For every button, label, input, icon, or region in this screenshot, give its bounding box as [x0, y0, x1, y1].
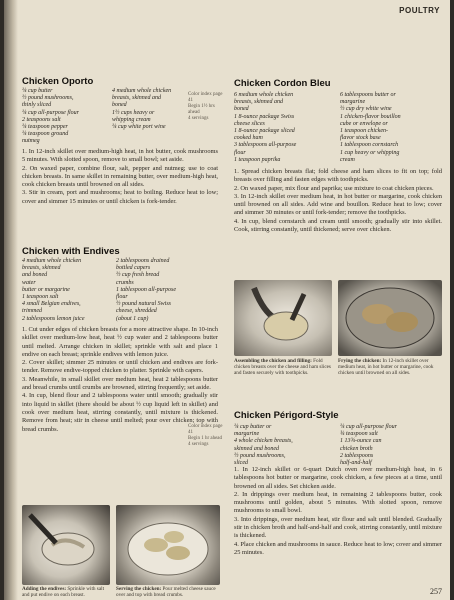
perigord-ingredients-left: [234, 424, 334, 467]
perigord-directions: [234, 466, 442, 557]
caption-title: Frying the chicken:: [338, 358, 382, 364]
caption-text: Sprinkle with salt and put endive on each breast.: [22, 586, 105, 599]
direction-step: 1. Spread chicken breasts flat; fold cheese and ham slices to fit on top; fold breasts over filling and fasten edges with toothpicks.: [234, 168, 442, 184]
cookbook-page: [4, 0, 450, 600]
direction-step: 4. In cup, blend flour and 2 tablespoons water until smooth; gradually stir into liquid in skillet (there should be about ½ cup liquid left in skillet) and cook over medium heat, stirring constantly, until mixture is thickened. Remove from heat; stir in cheese until melted; pour over chicken; top with bread crumbs.: [22, 392, 218, 433]
cordon-bleu-note: Color index page 41 Begin 1½ hrs ahead 4 servings: [188, 92, 223, 121]
direction-step: 2. On waxed paper, combine flour, salt, pepper and nutmeg; use to coat chicken breasts. In same skillet in remaining butter, over medium-high heat, cook chicken breasts until browned on all sides.: [22, 164, 218, 189]
ingredient-list: ¼ cup all-purpose flour ¾ teaspoon salt 1 13¾-ounce can chicken broth 2 tablespoons half-and-half: [340, 424, 397, 467]
photo-adding-endives: [22, 505, 110, 585]
right-column: [188, 0, 446, 600]
page-number: 257: [430, 587, 442, 596]
photo-serving-chicken: [116, 505, 220, 585]
direction-step: 3. Meanwhile, in small skillet over medium heat, heat 2 tablespoons butter and bread crumbs until crumbs are browned, stirring frequently; set aside.: [22, 375, 218, 392]
ingredient-list: ¼ cup butter or margarine 4 whole chicken breasts, skinned and boned ½ pound mushrooms, sliced: [234, 424, 293, 467]
direction-step: 2. In drippings over medium heat, in remaining 2 tablespoons butter, cook mushrooms until golden, about 5 minutes. With slotted spoon, remove mushrooms to small bowl.: [234, 490, 442, 515]
photo-frying-chicken: [338, 280, 442, 356]
direction-step: 1. In 12-inch skillet over medium-high heat, in hot butter, cook mushrooms 5 minutes. With slotted spoon, remove to small bowl; set aside.: [22, 148, 218, 164]
photo-illustration: [116, 505, 220, 585]
direction-step: 3. In 12-inch skillet over medium heat, in hot butter or margarine, cook chicken until browned on all sides. Add wine and bouillon. Reduce heat to low; cover and simmer 30 minutes or until fork-tender; remove the toothpicks.: [234, 192, 442, 217]
caption-assembling-chicken: [234, 358, 332, 377]
caption-serving-chicken: [116, 586, 220, 598]
oporto-directions: [22, 148, 218, 206]
cordon-directions: [234, 168, 442, 234]
perigord-note: Color index page 41 Begin 1 hr ahead 4 servings: [188, 424, 223, 447]
photo-illustration: [234, 280, 332, 356]
ingredient-list: ¼ cup butter ½ pound mushrooms, thinly sliced ¼ cup all-purpose flour 2 teaspoons salt ¼ teaspoon pepper ¼ teaspoon ground nutmeg: [22, 88, 79, 145]
cordon-ingredients-right: [340, 92, 444, 164]
perigord-ingredients-right: [340, 424, 444, 467]
caption-adding-endives: [22, 586, 110, 598]
caption-text: In 12-inch skillet over medium heat, in hot butter or margarine, cook chicken until browned on all sides.: [338, 358, 434, 377]
ingredient-list: 6 medium whole chicken breasts, skinned and boned 1 8-ounce package Swiss cheese slices 1 8-ounce package sliced cooked ham 3 tablespoons all-purpose flour 1 teaspoon paprika: [234, 92, 297, 163]
recipe-title-cordon-bleu: Chicken Cordon Bleu: [234, 78, 331, 89]
caption-title: Adding the endives:: [22, 586, 67, 592]
ingredient-list: 4 medium whole chicken breasts, skinned and boned 1½ cups heavy or whipping cream ¼ cup white port wine: [112, 88, 172, 131]
caption-title: Serving the chicken:: [116, 586, 162, 592]
photo-illustration: [338, 280, 442, 356]
ingredient-list: 4 medium whole chicken breasts, skinned and boned water butter or margarine 1 teaspoon salt 4 small Belgian endives, trimmed 2 tablespoons lemon juice: [22, 258, 85, 322]
ingredient-list: 2 tablespoons drained bottled capers ½ cup fresh bread crumbs 1 tablespoon all-purpose flour ½ pound natural Swiss cheese, shredded (about 1 cup): [116, 258, 176, 322]
left-column: [20, 0, 220, 600]
ingredient-list: 6 tablespoons butter or margarine ½ cup dry white wine 1 chicken-flavor bouillon cube or envelope or 1 teaspoon chicken- flavor stock base 1 tablespoon cornstarch 1 cup heavy or whipping cream: [340, 92, 401, 163]
direction-step: 1. Cut under edges of chicken breasts for a more attractive shape. In 10-inch skillet over medium-low heat, heat ½ cup water and 2 tablespoons butter until melted. Arrange chicken in skillet; sprinkle with salt and place 1 endive on each breast; sprinkle endives with lemon juice.: [22, 326, 218, 358]
oporto-ingredients-left: [22, 88, 106, 146]
recipe-title-oporto: Chicken Oporto: [22, 76, 94, 87]
endives-ingredients-right: [116, 258, 218, 323]
photo-illustration: [22, 505, 110, 585]
direction-step: 2. On waxed paper, mix flour and paprika; use mixture to coat chicken pieces.: [234, 184, 434, 192]
caption-text: Pour melted cheese sauce over and top with bread crumbs.: [116, 586, 216, 599]
direction-step: 3. Into drippings, over medium heat, stir flour and salt until blended. Gradually stir in chicken broth and half-and-half and cook, stirring constantly, until mixture is thickened.: [234, 515, 442, 540]
cordon-ingredients-left: [234, 92, 334, 164]
page-gutter: [4, 0, 18, 600]
caption-title: Assembling the chicken and filling:: [234, 358, 312, 364]
direction-step: 3. Stir in cream, port and mushrooms; heat to boiling. Reduce heat to low; cover and simmer 15 minutes or until chicken is fork-tender.: [22, 189, 218, 205]
direction-step: 4. In cup, blend cornstarch and cream until smooth; gradually stir into skillet. Cook, stirring constantly, until thickened; serve over chicken.: [234, 217, 442, 234]
direction-step: 2. Cover skillet; simmer 25 minutes or until chicken and endives are fork-tender. Remove endive-topped chicken to platter. Sprinkle with capers.: [22, 359, 218, 375]
section-header: POULTRY: [399, 6, 440, 15]
recipe-title-endives: Chicken with Endives: [22, 246, 120, 257]
endives-ingredients-left: [22, 258, 110, 323]
direction-step: 1. In 12-inch skillet or 6-quart Dutch oven over medium-high heat, in 6 tablespoons hot butter or margarine, cook chicken, a few pieces at a time, until browned on all sides. Set chicken aside.: [234, 466, 442, 490]
caption-text: Fold chicken breasts over the cheese and ham slices and fasten securely with toothpicks.: [234, 358, 331, 377]
caption-frying-chicken: [338, 358, 442, 377]
recipe-title-perigord: Chicken Périgord-Style: [234, 410, 339, 421]
direction-step: 4. Place chicken and mushrooms in sauce. Reduce heat to low; cover and simmer 25 minutes.: [234, 540, 442, 556]
photo-assembling-chicken: [234, 280, 332, 356]
endives-directions: [22, 326, 218, 434]
